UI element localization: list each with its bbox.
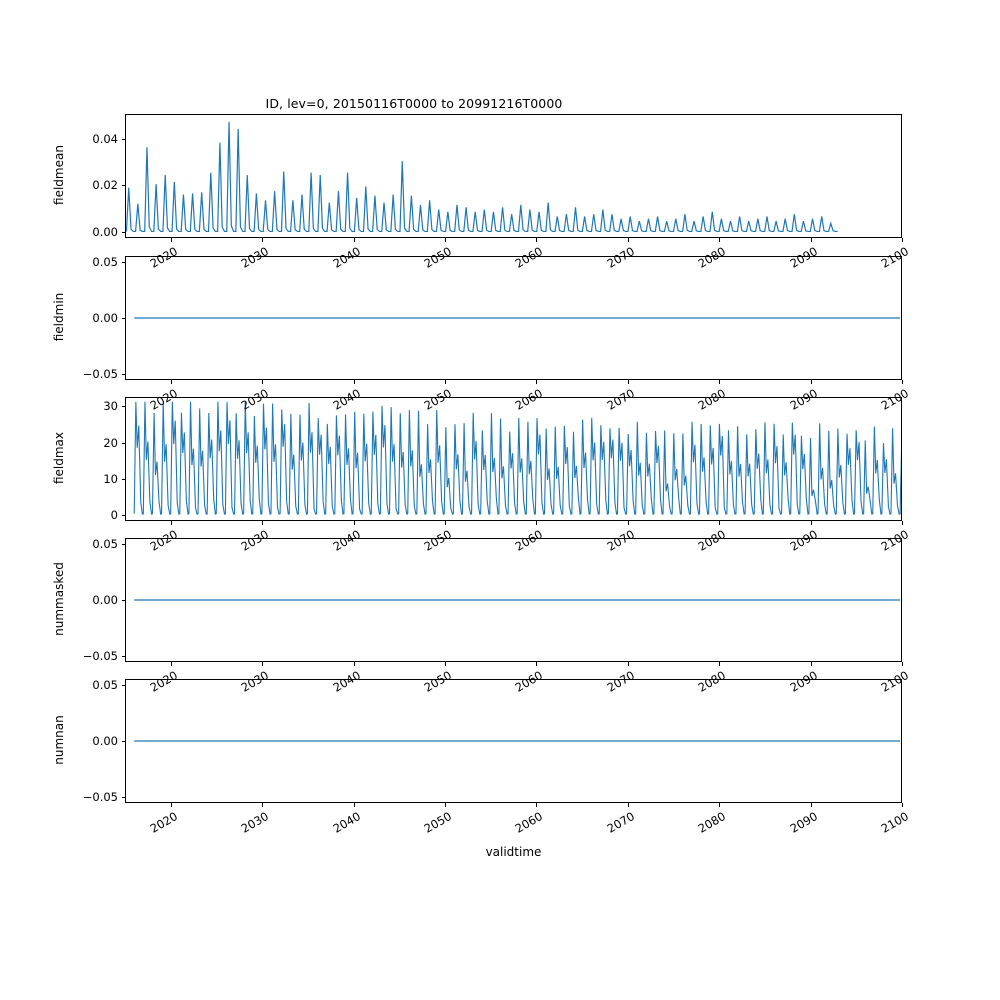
x-tick-mark — [628, 803, 629, 807]
x-tick-mark — [262, 662, 263, 666]
y-tick-label: 0.00 — [92, 593, 118, 607]
x-tick-mark — [811, 238, 812, 242]
x-tick-mark — [719, 662, 720, 666]
y-tick-label: 20 — [103, 435, 118, 450]
y-tick-mark — [122, 185, 126, 186]
x-tick-label: 2060 — [512, 668, 546, 695]
x-tick-mark — [171, 521, 172, 525]
x-tick-label: 2030 — [238, 809, 272, 836]
y-tick-label: 0.00 — [92, 734, 118, 748]
x-tick-mark — [628, 662, 629, 666]
x-tick-label: 2100 — [878, 668, 911, 695]
x-tick-mark — [445, 662, 446, 666]
x-tick-label: 2040 — [330, 668, 363, 695]
x-tick-mark — [719, 380, 720, 384]
y-tick-label: 0 — [110, 508, 118, 523]
x-tick-mark — [902, 238, 903, 242]
x-tick-label: 2070 — [604, 809, 637, 836]
y-tick-label: 30 — [103, 399, 118, 414]
x-tick-mark — [628, 238, 629, 242]
y-tick-label: 0.02 — [92, 178, 118, 193]
y-tick-mark — [122, 685, 126, 686]
x-tick-label: 2050 — [421, 244, 454, 271]
y-tick-label: 0.04 — [92, 131, 118, 146]
x-tick-label: 2020 — [147, 244, 180, 271]
y-tick-label: −0.05 — [82, 790, 118, 805]
y-tick-mark — [122, 544, 126, 545]
x-tick-mark — [811, 380, 812, 384]
x-tick-label: 2050 — [421, 809, 454, 836]
x-tick-label: 2070 — [604, 244, 637, 271]
x-tick-mark — [354, 521, 355, 525]
x-tick-mark — [536, 662, 537, 666]
y-axis-label-nummasked: nummasked — [52, 562, 66, 636]
x-tick-mark — [354, 380, 355, 384]
x-tick-mark — [902, 662, 903, 666]
x-tick-label: 2070 — [604, 386, 637, 413]
x-tick-mark — [171, 380, 172, 384]
y-tick-mark — [122, 232, 126, 233]
x-tick-mark — [171, 662, 172, 666]
y-tick-mark — [122, 406, 126, 407]
x-tick-label: 2030 — [238, 527, 272, 554]
y-tick-mark — [122, 741, 126, 742]
x-tick-label: 2070 — [604, 668, 637, 695]
x-tick-mark — [902, 803, 903, 807]
y-tick-label: −0.05 — [82, 649, 118, 664]
x-tick-label: 2030 — [238, 668, 272, 695]
x-tick-label: 2050 — [421, 668, 454, 695]
x-tick-mark — [171, 238, 172, 242]
x-tick-label: 2080 — [695, 527, 729, 554]
chart-title — [0, 96, 1000, 111]
x-tick-label: 2080 — [695, 386, 729, 413]
x-tick-mark — [536, 380, 537, 384]
x-tick-mark — [902, 521, 903, 525]
y-tick-mark — [122, 374, 126, 375]
x-tick-mark — [536, 238, 537, 242]
x-tick-mark — [719, 803, 720, 807]
y-tick-label: −0.05 — [82, 367, 118, 382]
x-tick-label: 2040 — [330, 386, 363, 413]
x-tick-mark — [445, 380, 446, 384]
x-tick-label: 2080 — [695, 809, 729, 836]
x-tick-mark — [445, 803, 446, 807]
x-tick-mark — [171, 803, 172, 807]
x-tick-mark — [811, 521, 812, 525]
x-tick-mark — [262, 238, 263, 242]
y-tick-mark — [122, 262, 126, 263]
x-tick-label: 2100 — [878, 386, 911, 413]
x-tick-mark — [536, 803, 537, 807]
x-tick-label: 2090 — [787, 809, 820, 836]
y-tick-label: 0.00 — [92, 225, 118, 240]
y-tick-mark — [122, 318, 126, 319]
x-tick-mark — [445, 521, 446, 525]
x-tick-label: 2060 — [512, 527, 546, 554]
x-tick-label: 2060 — [512, 809, 546, 836]
x-tick-label: 2050 — [421, 527, 454, 554]
x-tick-label: 2030 — [238, 386, 272, 413]
y-tick-label: 0.05 — [92, 254, 118, 269]
y-tick-label: 10 — [103, 471, 118, 486]
y-axis-label-numnan: numnan — [52, 715, 66, 765]
y-axis-label-fieldmean: fieldmean — [52, 145, 66, 205]
x-tick-label: 2050 — [421, 386, 454, 413]
subplot-fieldmean — [125, 114, 902, 238]
x-tick-mark — [354, 662, 355, 666]
y-tick-label: 0.05 — [92, 536, 118, 551]
x-tick-label: 2020 — [147, 386, 180, 413]
y-axis-label-fieldmin: fieldmin — [52, 292, 66, 342]
x-tick-label: 2100 — [878, 527, 911, 554]
series-line-fieldmean — [126, 115, 901, 237]
x-tick-label: 2070 — [604, 527, 637, 554]
y-tick-label: 0.05 — [92, 677, 118, 692]
x-tick-label: 2090 — [787, 244, 820, 271]
x-tick-mark — [262, 380, 263, 384]
x-tick-mark — [262, 803, 263, 807]
x-tick-mark — [719, 521, 720, 525]
y-tick-mark — [122, 515, 126, 516]
x-tick-label: 2100 — [878, 809, 911, 836]
y-tick-mark — [122, 139, 126, 140]
x-axis-label: validtime — [485, 845, 542, 859]
x-tick-mark — [811, 662, 812, 666]
y-tick-label: 0.00 — [92, 311, 118, 325]
x-tick-label: 2040 — [330, 244, 363, 271]
x-tick-label: 2090 — [787, 527, 820, 554]
x-tick-mark — [262, 521, 263, 525]
x-tick-mark — [811, 803, 812, 807]
x-tick-label: 2060 — [512, 386, 546, 413]
x-tick-label: 2020 — [147, 809, 180, 836]
x-tick-label: 2090 — [787, 386, 820, 413]
x-tick-mark — [628, 380, 629, 384]
x-tick-mark — [902, 380, 903, 384]
x-tick-mark — [628, 521, 629, 525]
x-tick-label: 2040 — [330, 527, 363, 554]
x-tick-label: 2030 — [238, 244, 272, 271]
x-tick-mark — [445, 238, 446, 242]
x-tick-label: 2060 — [512, 244, 546, 271]
x-tick-label: 2100 — [878, 244, 911, 271]
y-tick-mark — [122, 479, 126, 480]
y-tick-mark — [122, 656, 126, 657]
x-tick-mark — [719, 238, 720, 242]
x-tick-label: 2040 — [330, 809, 363, 836]
x-tick-label: 2090 — [787, 668, 820, 695]
y-axis-label-fieldmax: fieldmax — [52, 431, 66, 485]
x-tick-label: 2020 — [147, 527, 180, 554]
x-tick-mark — [354, 803, 355, 807]
y-tick-mark — [122, 797, 126, 798]
x-tick-label: 2080 — [695, 244, 729, 271]
y-tick-mark — [122, 600, 126, 601]
x-tick-label: 2020 — [147, 668, 180, 695]
y-tick-mark — [122, 443, 126, 444]
x-tick-mark — [536, 521, 537, 525]
plot-area-fieldmean — [126, 115, 901, 237]
chart-title-text: ID, lev=0, 20150116T0000 to 20991216T0000 — [265, 96, 563, 111]
x-tick-label: 2080 — [695, 668, 729, 695]
x-tick-mark — [354, 238, 355, 242]
